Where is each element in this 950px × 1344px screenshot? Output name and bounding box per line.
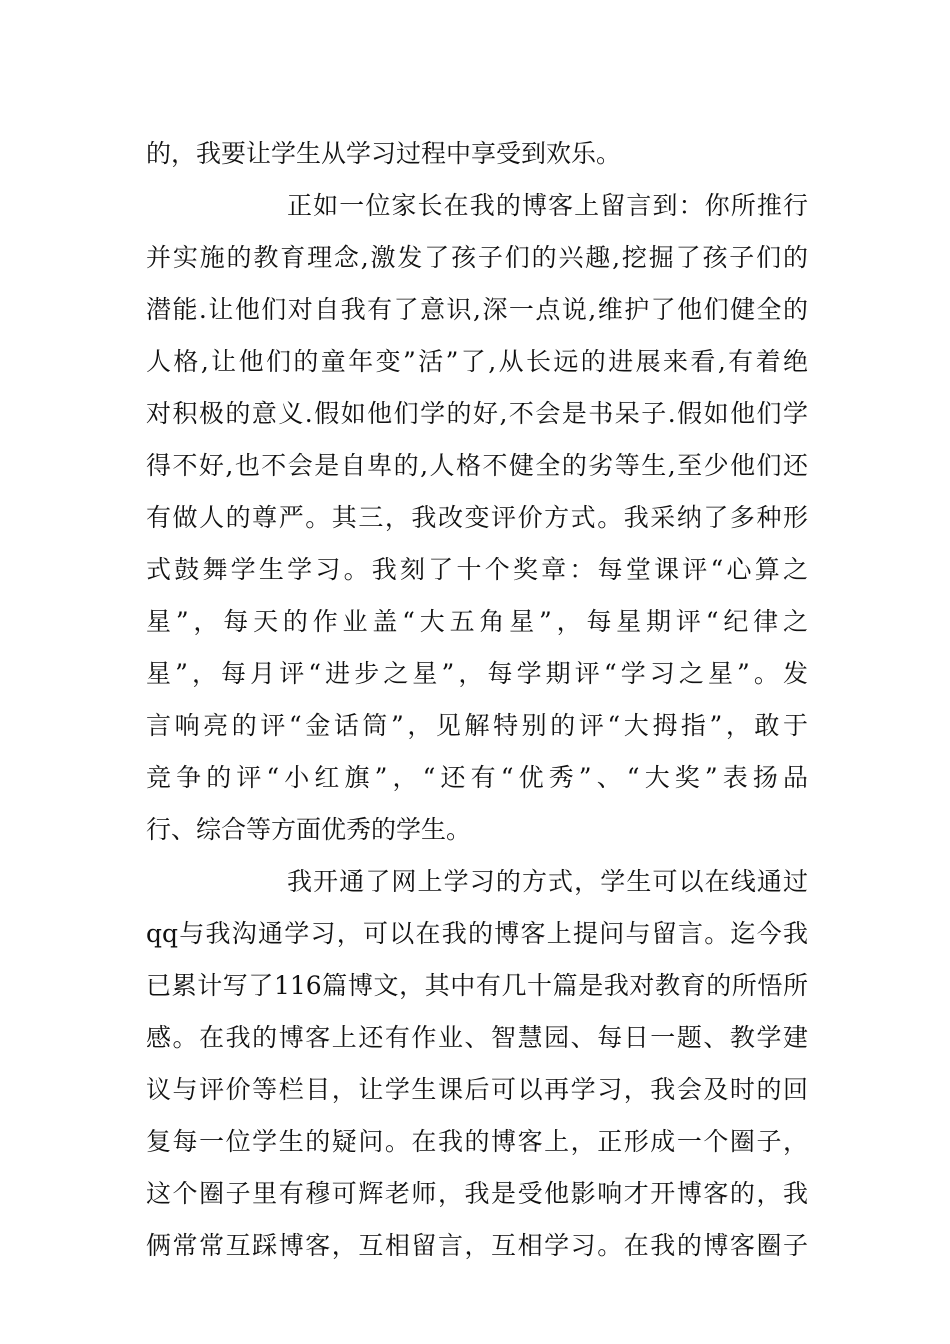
text-line: 有做人的尊严。其三，我改变评价方式。我采纳了多种形 (146, 503, 808, 532)
text-line: 言响亮的评“金话筒”，见解特别的评“大拇指”，敢于 (146, 711, 808, 740)
paragraph (146, 128, 808, 180)
text-line: 人格,让他们的童年变”活”了,从长远的进展来看,有着绝 (146, 347, 808, 376)
text-line: 已累计写了116篇博文，其中有几十篇是我对教育的所悟所 (146, 971, 808, 1000)
text-line: 复每一位学生的疑问。在我的博客上，正形成一个圈子， (146, 1127, 808, 1156)
text-line: 星”，每天的作业盖“大五角星”，每星期评“纪律之 (146, 607, 808, 636)
paragraph (146, 856, 808, 1272)
text-line: qq与我沟通学习，可以在我的博客上提问与留言。迄今我 (146, 919, 808, 948)
text-line: 式鼓舞学生学习。我刻了十个奖章：每堂课评“心算之 (146, 555, 808, 584)
text-line: 得不好,也不会是自卑的,人格不健全的劣等生,至少他们还 (146, 451, 808, 480)
paragraph (146, 180, 808, 856)
text-line: 行、综合等方面优秀的学生。 (146, 815, 472, 844)
text-line: 星”，每月评“进步之星”，每学期评“学习之星”。发 (146, 659, 808, 688)
text-line: 俩常常互踩博客，互相留言，互相学习。在我的博客圈子 (146, 1231, 808, 1260)
text-line: 正如一位家长在我的博客上留言到：你所推行 (287, 191, 808, 220)
text-line: 议与评价等栏目，让学生课后可以再学习，我会及时的回 (146, 1075, 808, 1104)
text-line: 潜能.让他们对自我有了意识,深一点说,维护了他们健全的 (146, 295, 808, 324)
text-line: 这个圈子里有穆可辉老师，我是受他影响才开博客的，我 (146, 1179, 808, 1208)
text-line: 我开通了网上学习的方式，学生可以在线通过 (287, 867, 808, 896)
text-line: 竞争的评“小红旗”，“还有“优秀”、“大奖”表扬品 (146, 763, 808, 792)
text-line: 感。在我的博客上还有作业、智慧园、每日一题、教学建 (146, 1023, 808, 1052)
document-body (146, 128, 808, 1272)
text-line: 的，我要让学生从学习过程中享受到欢乐。 (146, 139, 622, 168)
text-line: 对积极的意义.假如他们学的好,不会是书呆子.假如他们学 (146, 399, 808, 428)
text-line: 并实施的教育理念,激发了孩子们的兴趣,挖掘了孩子们的 (146, 243, 808, 272)
